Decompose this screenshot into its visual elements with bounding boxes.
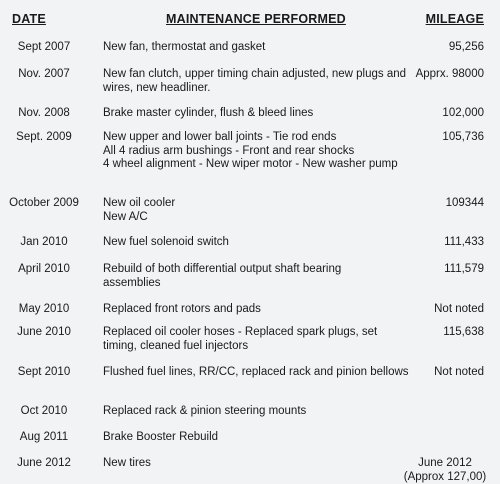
description-line: Flushed fuel lines, RR/CC, replaced rack and pinion bellows — [103, 366, 403, 380]
mileage-line: June 2012 — [400, 457, 490, 471]
row-description — [103, 431, 403, 445]
mileage-line: 111,579 — [394, 263, 484, 277]
mileage-line: 115,638 — [394, 326, 484, 340]
mileage-line: Not noted — [394, 366, 484, 380]
description-line: All 4 radius arm bushings - Front and rear shocks — [103, 145, 403, 159]
row-description — [103, 41, 403, 55]
mileage-line: 95,256 — [394, 41, 484, 55]
row-date: May 2010 — [0, 303, 88, 317]
row-date: Jan 2010 — [0, 236, 88, 250]
row-mileage — [394, 197, 484, 211]
maintenance-column-header: MAINTENANCE PERFORMED — [166, 12, 346, 26]
row-mileage — [394, 131, 484, 145]
description-line: Replaced front rotors and pads — [103, 303, 403, 317]
row-date: Oct 2010 — [0, 405, 88, 419]
description-line: New A/C — [103, 211, 403, 225]
mileage-line: Not noted — [394, 303, 484, 317]
row-description — [103, 405, 403, 419]
mileage-line: 109344 — [394, 197, 484, 211]
row-mileage — [394, 107, 484, 121]
description-line: New tires — [103, 457, 403, 471]
row-mileage — [394, 326, 484, 340]
row-description — [103, 457, 403, 471]
description-line: New fan clutch, upper timing chain adjusted, new plugs and — [103, 68, 403, 82]
mileage-line: 111,433 — [394, 236, 484, 250]
description-line: Replaced rack & pinion steering mounts — [103, 405, 403, 419]
row-date: October 2009 — [0, 197, 88, 211]
mileage-line: 102,000 — [394, 107, 484, 121]
row-mileage — [394, 41, 484, 55]
row-description — [103, 197, 403, 224]
description-line: New oil cooler — [103, 197, 403, 211]
row-description — [103, 131, 403, 172]
row-date: Sept 2010 — [0, 366, 88, 380]
description-line: 4 wheel alignment - New wiper motor - New washer pump — [103, 158, 403, 172]
date-column-header: DATE — [12, 12, 46, 26]
row-description — [103, 236, 403, 250]
mileage-line: Apprx. 98000 — [394, 68, 484, 82]
row-description — [103, 68, 403, 95]
description-line: wires, new headliner. — [103, 82, 403, 96]
row-description — [103, 366, 403, 380]
row-mileage — [394, 263, 484, 277]
description-line: timing, cleaned fuel injectors — [103, 340, 403, 354]
row-description — [103, 303, 403, 317]
row-date: Nov. 2008 — [0, 107, 88, 121]
description-line: Brake master cylinder, flush & bleed lines — [103, 107, 403, 121]
description-line: New upper and lower ball joints - Tie rod ends — [103, 131, 403, 145]
row-description — [103, 263, 403, 290]
description-line: assemblies — [103, 277, 403, 291]
row-mileage — [400, 457, 490, 484]
row-mileage — [394, 236, 484, 250]
row-mileage — [394, 303, 484, 317]
row-description — [103, 107, 403, 121]
row-date: Sept 2007 — [0, 41, 88, 55]
mileage-line: (Approx 127,00) — [400, 471, 490, 484]
row-date: Sept. 2009 — [0, 131, 88, 145]
description-line: Rebuild of both differential output shaft bearing — [103, 263, 403, 277]
description-line: Brake Booster Rebuild — [103, 431, 403, 445]
mileage-line: 105,736 — [394, 131, 484, 145]
row-date: Nov. 2007 — [0, 68, 88, 82]
row-mileage — [394, 366, 484, 380]
description-line: Replaced oil cooler hoses - Replaced spark plugs, set — [103, 326, 403, 340]
row-date: June 2012 — [0, 457, 88, 471]
mileage-column-header: MILEAGE — [426, 12, 484, 26]
row-date: Aug 2011 — [0, 431, 88, 445]
row-date: April 2010 — [0, 263, 88, 277]
description-line: New fan, thermostat and gasket — [103, 41, 403, 55]
description-line: New fuel solenoid switch — [103, 236, 403, 250]
row-date: June 2010 — [0, 326, 88, 340]
row-mileage — [394, 68, 484, 82]
row-description — [103, 326, 403, 353]
